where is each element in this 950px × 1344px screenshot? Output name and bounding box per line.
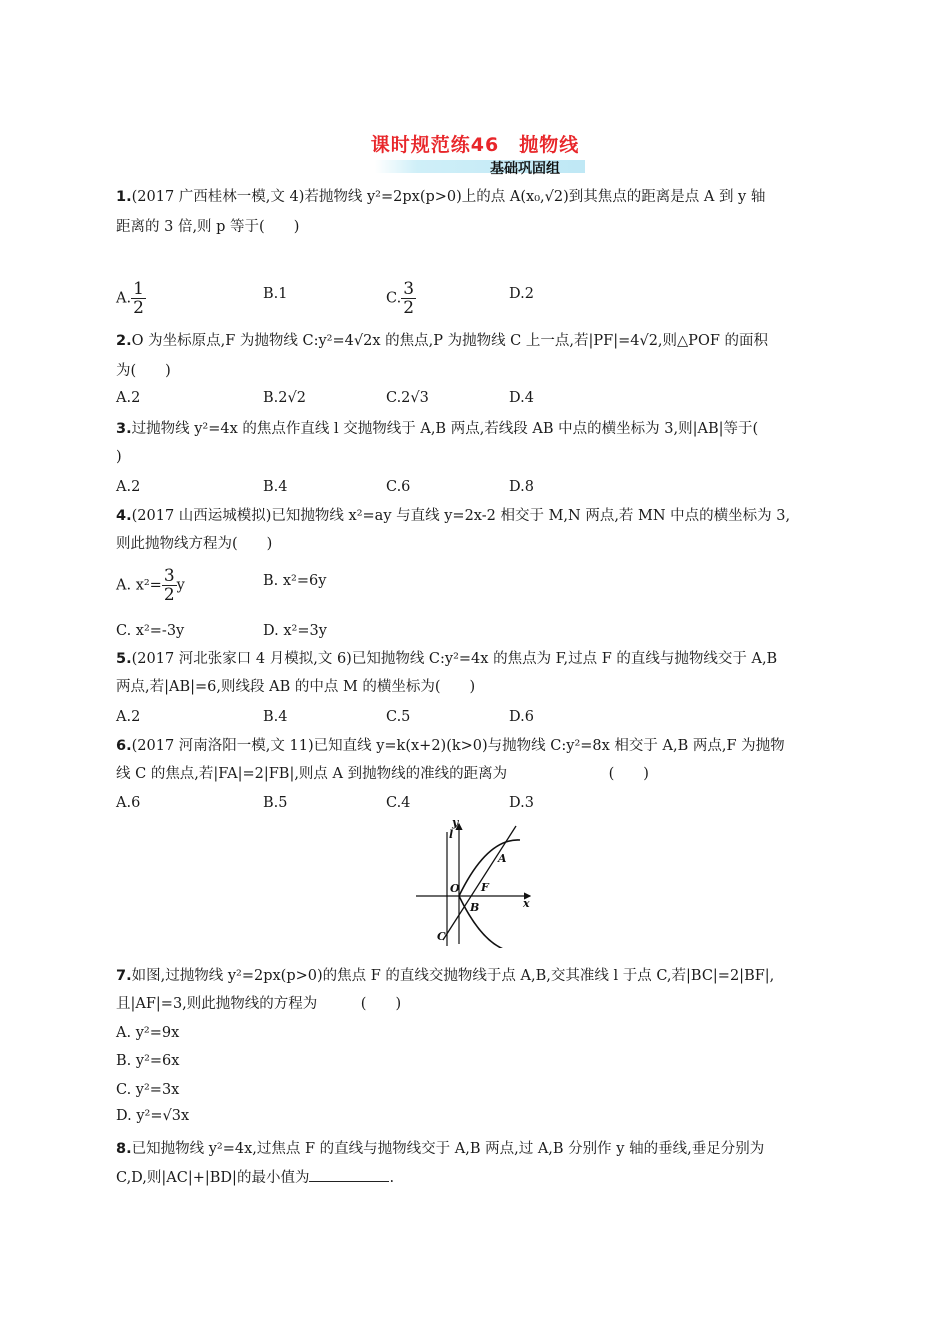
question-6-option-d: D.3	[509, 795, 534, 811]
question-4-option-c: C. x²=-3y	[116, 623, 185, 639]
question-4-line-1: 4.(2017 山西运城模拟)已知抛物线 x²=ay 与直线 y=2x-2 相交于 M,N 两点,若 MN 中点的横坐标为 3,	[116, 508, 791, 524]
question-3-option-b: B.4	[263, 479, 288, 495]
question-1-option-c: C. $\frac{3}{2}$	[386, 279, 415, 318]
question-8-line-2: C,D,则|AC|+|BD|的最小值为 .	[116, 1167, 394, 1188]
question-7-option-a: A. y²=9x	[116, 1025, 180, 1041]
question-6-line-1: 6.(2017 河南洛阳一模,文 11)已知直线 y=k(x+2)(k>0)与抛物线 C:y²=8x 相交于 A,B 两点,F 为抛物	[116, 738, 785, 754]
label-a: A	[498, 852, 507, 865]
question-5-line-1: 5.(2017 河北张家口 4 月模拟,文 6)已知抛物线 C:y²=4x 的焦点为 F,过点 F 的直线与抛物线交于 A,B	[116, 651, 778, 667]
fraction: $\frac{3}{2}$	[403, 279, 415, 318]
question-number: 1.	[116, 189, 132, 205]
label-c: C	[437, 930, 446, 943]
question-1-option-b: B.1	[263, 286, 288, 302]
question-7-option-b: B. y²=6x	[116, 1053, 180, 1069]
question-1-option-a: A. $\frac{1}{2}$	[116, 279, 144, 318]
question-2-option-c: C.2√3	[386, 390, 429, 406]
question-3-option-a: A.2	[116, 479, 141, 495]
question-7-option-d: D. y²=√3x	[116, 1108, 190, 1124]
question-7-line-1: 7.如图,过抛物线 y²=2px(p>0)的焦点 F 的直线交抛物线于点 A,B,交其准线 l 于点 C,若|BC|=2|BF|,	[116, 968, 775, 984]
answer-blank[interactable]	[309, 1167, 389, 1182]
fraction: $\frac{3}{2}$	[163, 566, 175, 605]
question-1-line-2: 距离的 3 倍,则 p 等于( )	[116, 219, 300, 235]
question-6-option-a: A.6	[116, 795, 141, 811]
label-o: O	[450, 882, 460, 895]
label-f: F	[481, 881, 489, 894]
question-4-option-b: B. x²=6y	[263, 573, 327, 589]
parabola-figure	[412, 818, 548, 948]
question-1-option-d: D.2	[509, 286, 534, 302]
question-8-line-1: 8.已知抛物线 y²=4x,过焦点 F 的直线与抛物线交于 A,B 两点,过 A,B 分别作 y 轴的垂线,垂足分别为	[116, 1141, 765, 1157]
page-title: 课时规范练46 抛物线	[370, 134, 580, 156]
question-7-line-2: 且|AF|=3,则此抛物线的方程为 ( )	[116, 996, 402, 1012]
question-2-line-2: 为( )	[116, 363, 171, 379]
question-4-option-a: A. x²= $\frac{3}{2}$ y	[116, 566, 185, 605]
question-3-line-1: 3.过抛物线 y²=4x 的焦点作直线 l 交抛物线于 A,B 两点,若线段 AB 中点的横坐标为 3,则|AB|等于(	[116, 421, 759, 437]
question-3-option-d: D.8	[509, 479, 534, 495]
question-1-line-1: 1.(2017 广西桂林一模,文 4)若抛物线 y²=2px(p>0)上的点 A(x₀,√2)到其焦点的距离是点 A 到 y 轴	[116, 189, 766, 205]
question-2-option-a: A.2	[116, 390, 141, 406]
question-6-option-b: B.5	[263, 795, 288, 811]
question-5-line-2: 两点,若|AB|=6,则线段 AB 的中点 M 的横坐标为( )	[116, 679, 476, 695]
question-3-line-2: )	[116, 449, 122, 465]
question-3-option-c: C.6	[386, 479, 411, 495]
question-6-option-c: C.4	[386, 795, 411, 811]
label-b: B	[470, 901, 480, 914]
parabola-curve	[459, 840, 520, 948]
section-subtitle: 基础巩固组	[490, 161, 560, 177]
question-2-option-b: B.2√2	[263, 390, 306, 406]
question-7-option-c: C. y²=3x	[116, 1082, 180, 1098]
question-5-option-b: B.4	[263, 709, 288, 725]
label-l: l	[449, 828, 454, 841]
question-4-option-d: D. x²=3y	[263, 623, 327, 639]
label-x: x	[523, 897, 530, 910]
question-5-option-d: D.6	[509, 709, 534, 725]
question-6-line-2: 线 C 的焦点,若|FA|=2|FB|,则点 A 到抛物线的准线的距离为 ( )	[116, 766, 649, 782]
fraction: $\frac{1}{2}$	[133, 279, 144, 318]
question-5-option-a: A.2	[116, 709, 141, 725]
question-4-line-2: 则此抛物线方程为( )	[116, 536, 273, 552]
question-2-option-d: D.4	[509, 390, 534, 406]
label-y: y	[452, 818, 459, 829]
question-5-option-c: C.5	[386, 709, 411, 725]
question-2-line-1: 2.O 为坐标原点,F 为抛物线 C:y²=4√2x 的焦点,P 为抛物线 C 上一点,若|PF|=4√2,则△POF 的面积	[116, 333, 768, 349]
